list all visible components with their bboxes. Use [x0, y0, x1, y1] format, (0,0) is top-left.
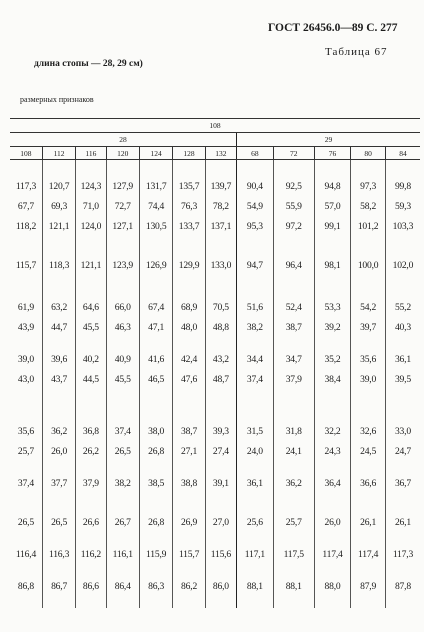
table-row	[10, 317, 420, 337]
table-cell: 54,2	[351, 297, 386, 317]
header-size-29: 29	[237, 133, 420, 147]
table-cell: 27,1	[173, 441, 205, 461]
table-row	[10, 421, 420, 441]
row-spacer	[10, 596, 420, 608]
table-cell: 54,9	[237, 196, 274, 216]
table-cell: 26,1	[351, 512, 386, 532]
table-cell: 69,3	[42, 196, 75, 216]
table-cell: 59,3	[385, 196, 420, 216]
table-cell: 117,3	[15, 180, 37, 192]
table-cell: 52,4	[273, 297, 314, 317]
table-cell: 120,7	[42, 176, 75, 196]
table-row	[10, 196, 420, 216]
table-cell: 40,2	[76, 349, 106, 369]
table-row	[10, 255, 420, 275]
table-cell: 42,4	[173, 349, 205, 369]
table-cell: 35,6	[351, 349, 386, 369]
row-spacer	[10, 493, 420, 512]
table-cell: 32,6	[351, 421, 386, 441]
table-cell: 39,6	[42, 349, 75, 369]
table-cell: 116,2	[76, 544, 106, 564]
table-cell: 98,1	[314, 255, 351, 275]
table-cell: 25,7	[273, 512, 314, 532]
table-cell: 38,2	[106, 473, 139, 493]
table-cell: 24,5	[351, 441, 386, 461]
table-cell: 88,1	[237, 576, 274, 596]
table-cell: 37,4	[106, 421, 139, 441]
table-cell: 26,8	[139, 441, 172, 461]
table-cell: 31,8	[273, 421, 314, 441]
table-cell: 41,6	[139, 349, 172, 369]
table-cell: 57,0	[314, 196, 351, 216]
table-cell: 37,9	[76, 473, 106, 493]
table-cell: 48,8	[205, 317, 236, 337]
table-cell: 26,5	[42, 512, 75, 532]
table-cell: 48,0	[173, 317, 205, 337]
table-cell: 94,7	[237, 255, 274, 275]
table-cell: 87,9	[351, 576, 386, 596]
table-row	[10, 297, 420, 317]
table-cell: 139,7	[205, 176, 236, 196]
table-cell: 39,1	[205, 473, 236, 493]
table-cell: 130,5	[139, 216, 172, 236]
table-cell: 95,3	[237, 216, 274, 236]
table-cell: 117,5	[273, 544, 314, 564]
table-cell: 72,7	[106, 196, 139, 216]
table-cell: 25,6	[237, 512, 274, 532]
row-spacer	[10, 532, 420, 544]
table-cell: 115,6	[205, 544, 236, 564]
table-cell: 38,8	[173, 473, 205, 493]
header-size-28: 28	[10, 133, 237, 147]
column-header: 108	[10, 147, 42, 160]
table-cell: 27,0	[205, 512, 236, 532]
table-cell: 36,2	[42, 421, 75, 441]
table-cell: 117,3	[385, 544, 420, 564]
column-header: 124	[139, 147, 172, 160]
table-cell: 43,2	[205, 349, 236, 369]
table-cell: 36,4	[314, 473, 351, 493]
row-spacer	[10, 564, 420, 576]
table-cell: 26,7	[106, 512, 139, 532]
table-cell: 88,1	[273, 576, 314, 596]
table-cell: 51,6	[237, 297, 274, 317]
row-spacer	[10, 461, 420, 473]
table-cell: 116,3	[42, 544, 75, 564]
table-row	[10, 441, 420, 461]
column-header: 116	[76, 147, 106, 160]
table-cell: 86,4	[106, 576, 139, 596]
table-cell: 24,0	[237, 441, 274, 461]
table-cell: 26,5	[17, 516, 34, 528]
row-spacer	[10, 337, 420, 349]
table-cell: 47,1	[139, 317, 172, 337]
table-row	[10, 216, 420, 236]
header-108: 108	[10, 119, 420, 133]
table-cell: 24,1	[273, 441, 314, 461]
table-cell: 39,5	[385, 369, 420, 389]
table-cell: 117,4	[314, 544, 351, 564]
table-cell: 115,7	[15, 259, 37, 271]
column-header: 76	[314, 147, 351, 160]
table-cell: 86,3	[139, 576, 172, 596]
table-cell: 26,1	[385, 512, 420, 532]
table-cell: 37,4	[237, 369, 274, 389]
table-cell: 118,2	[15, 220, 37, 232]
table-cell: 71,0	[76, 196, 106, 216]
table-cell: 87,8	[385, 576, 420, 596]
table-cell: 97,2	[273, 216, 314, 236]
table-cell: 135,7	[173, 176, 205, 196]
table-cell: 66,0	[106, 297, 139, 317]
foot-length-caption: длина стопы — 28, 29 см)	[34, 59, 143, 69]
table-cell: 45,5	[76, 317, 106, 337]
table-cell: 115,7	[173, 544, 205, 564]
table-cell: 117,1	[237, 544, 274, 564]
header-row-sizes	[10, 133, 420, 147]
table-cell: 64,6	[76, 297, 106, 317]
table-cell: 38,0	[139, 421, 172, 441]
table-cell: 36,6	[351, 473, 386, 493]
table-cell: 38,7	[173, 421, 205, 441]
table-cell: 86,6	[76, 576, 106, 596]
table-cell: 86,7	[42, 576, 75, 596]
table-cell: 58,2	[351, 196, 386, 216]
table-cell: 123,9	[106, 255, 139, 275]
table-cell: 101,2	[351, 216, 386, 236]
column-header: 120	[106, 147, 139, 160]
features-caption: размерных признаков	[20, 95, 94, 104]
table-row	[10, 473, 420, 493]
row-spacer	[10, 236, 420, 255]
table-cell: 26,2	[76, 441, 106, 461]
table-cell: 34,7	[273, 349, 314, 369]
gost-header: ГОСТ 26456.0—89 С. 277	[268, 22, 398, 34]
table-cell: 70,5	[205, 297, 236, 317]
table-cell: 24,3	[314, 441, 351, 461]
table-cell: 39,2	[314, 317, 351, 337]
table-cell: 36,8	[76, 421, 106, 441]
row-spacer	[10, 160, 420, 177]
header-row-columns	[10, 147, 420, 160]
table-cell: 127,1	[106, 216, 139, 236]
table-cell: 127,9	[106, 176, 139, 196]
table-cell: 26,6	[76, 512, 106, 532]
table-cell: 103,3	[385, 216, 420, 236]
table-row	[10, 176, 420, 196]
table-row	[10, 544, 420, 564]
table-cell: 124,3	[76, 176, 106, 196]
table-cell: 37,4	[17, 477, 34, 489]
table-cell: 92,5	[273, 176, 314, 196]
table-cell: 39,0	[351, 369, 386, 389]
table-cell: 48,7	[205, 369, 236, 389]
row-spacer	[10, 389, 420, 421]
table-cell: 40,3	[385, 317, 420, 337]
row-spacer	[10, 275, 420, 297]
table-cell: 39,7	[351, 317, 386, 337]
table-cell: 102,0	[385, 255, 420, 275]
table-cell: 74,4	[139, 196, 172, 216]
table-cell: 37,7	[42, 473, 75, 493]
table-cell: 68,9	[173, 297, 205, 317]
table-label: Таблица 67	[325, 46, 388, 58]
table-cell: 25,7	[17, 445, 34, 457]
column-header: 84	[385, 147, 420, 160]
measurement-table	[10, 118, 420, 608]
table-cell: 35,6	[17, 425, 34, 437]
table-cell: 115,9	[139, 544, 172, 564]
table-cell: 39,3	[205, 421, 236, 441]
table-cell: 26,0	[42, 441, 75, 461]
table-cell: 117,4	[351, 544, 386, 564]
table-cell: 133,0	[205, 255, 236, 275]
table-cell: 94,8	[314, 176, 351, 196]
table-cell: 35,2	[314, 349, 351, 369]
table-cell: 34,4	[237, 349, 274, 369]
table-cell: 99,8	[385, 176, 420, 196]
table-cell: 37,9	[273, 369, 314, 389]
table-cell: 26,5	[106, 441, 139, 461]
table-cell: 43,9	[17, 321, 34, 333]
table-cell: 38,7	[273, 317, 314, 337]
header-row-108	[10, 119, 420, 133]
column-header: 80	[351, 147, 386, 160]
table-cell: 36,1	[237, 473, 274, 493]
table-cell: 133,7	[173, 216, 205, 236]
table-cell: 76,3	[173, 196, 205, 216]
table-cell: 40,9	[106, 349, 139, 369]
table-cell: 131,7	[139, 176, 172, 196]
table-cell: 26,8	[139, 512, 172, 532]
table-cell: 26,0	[314, 512, 351, 532]
table-row	[10, 369, 420, 389]
table-cell: 27,4	[205, 441, 236, 461]
table-cell: 36,7	[385, 473, 420, 493]
table-cell: 67,7	[17, 200, 34, 212]
table-body	[10, 160, 420, 609]
column-header: 132	[205, 147, 236, 160]
table-cell: 129,9	[173, 255, 205, 275]
table-cell: 121,1	[42, 216, 75, 236]
table-cell: 46,5	[139, 369, 172, 389]
table-cell: 43,7	[42, 369, 75, 389]
column-header: 112	[42, 147, 75, 160]
table-cell: 116,1	[106, 544, 139, 564]
table-cell: 44,5	[76, 369, 106, 389]
table-cell: 88,0	[314, 576, 351, 596]
table-cell: 116,4	[15, 548, 37, 560]
table-cell: 55,9	[273, 196, 314, 216]
table-cell: 26,9	[173, 512, 205, 532]
table-cell: 33,0	[385, 421, 420, 441]
table-cell: 24,7	[385, 441, 420, 461]
table-cell: 38,5	[139, 473, 172, 493]
table-cell: 43,0	[17, 373, 34, 385]
table-cell: 61,9	[17, 301, 34, 313]
table-cell: 124,0	[76, 216, 106, 236]
table-cell: 67,4	[139, 297, 172, 317]
table-cell: 46,3	[106, 317, 139, 337]
table-cell: 86,0	[205, 576, 236, 596]
table-cell: 45,5	[106, 369, 139, 389]
table-cell: 96,4	[273, 255, 314, 275]
table-cell: 31,5	[237, 421, 274, 441]
table-cell: 36,1	[385, 349, 420, 369]
table-cell: 90,4	[237, 176, 274, 196]
table-cell: 126,9	[139, 255, 172, 275]
table-cell: 86,2	[173, 576, 205, 596]
table-row	[10, 349, 420, 369]
table-row	[10, 512, 420, 532]
table-cell: 137,1	[205, 216, 236, 236]
table-cell: 86,8	[17, 580, 34, 592]
table-cell: 63,2	[42, 297, 75, 317]
column-header: 68	[237, 147, 274, 160]
table-row	[10, 576, 420, 596]
table-cell: 32,2	[314, 421, 351, 441]
column-header: 128	[173, 147, 205, 160]
table-cell: 44,7	[42, 317, 75, 337]
column-header: 72	[273, 147, 314, 160]
table-cell: 38,2	[237, 317, 274, 337]
table-cell: 36,2	[273, 473, 314, 493]
table-cell: 100,0	[351, 255, 386, 275]
table-cell: 118,3	[42, 255, 75, 275]
table-cell: 39,0	[17, 353, 34, 365]
table-cell: 53,3	[314, 297, 351, 317]
table-cell: 78,2	[205, 196, 236, 216]
table-cell: 47,6	[173, 369, 205, 389]
table-cell: 99,1	[314, 216, 351, 236]
table-cell: 38,4	[314, 369, 351, 389]
table-cell: 121,1	[76, 255, 106, 275]
table-cell: 97,3	[351, 176, 386, 196]
table-cell: 55,2	[385, 297, 420, 317]
